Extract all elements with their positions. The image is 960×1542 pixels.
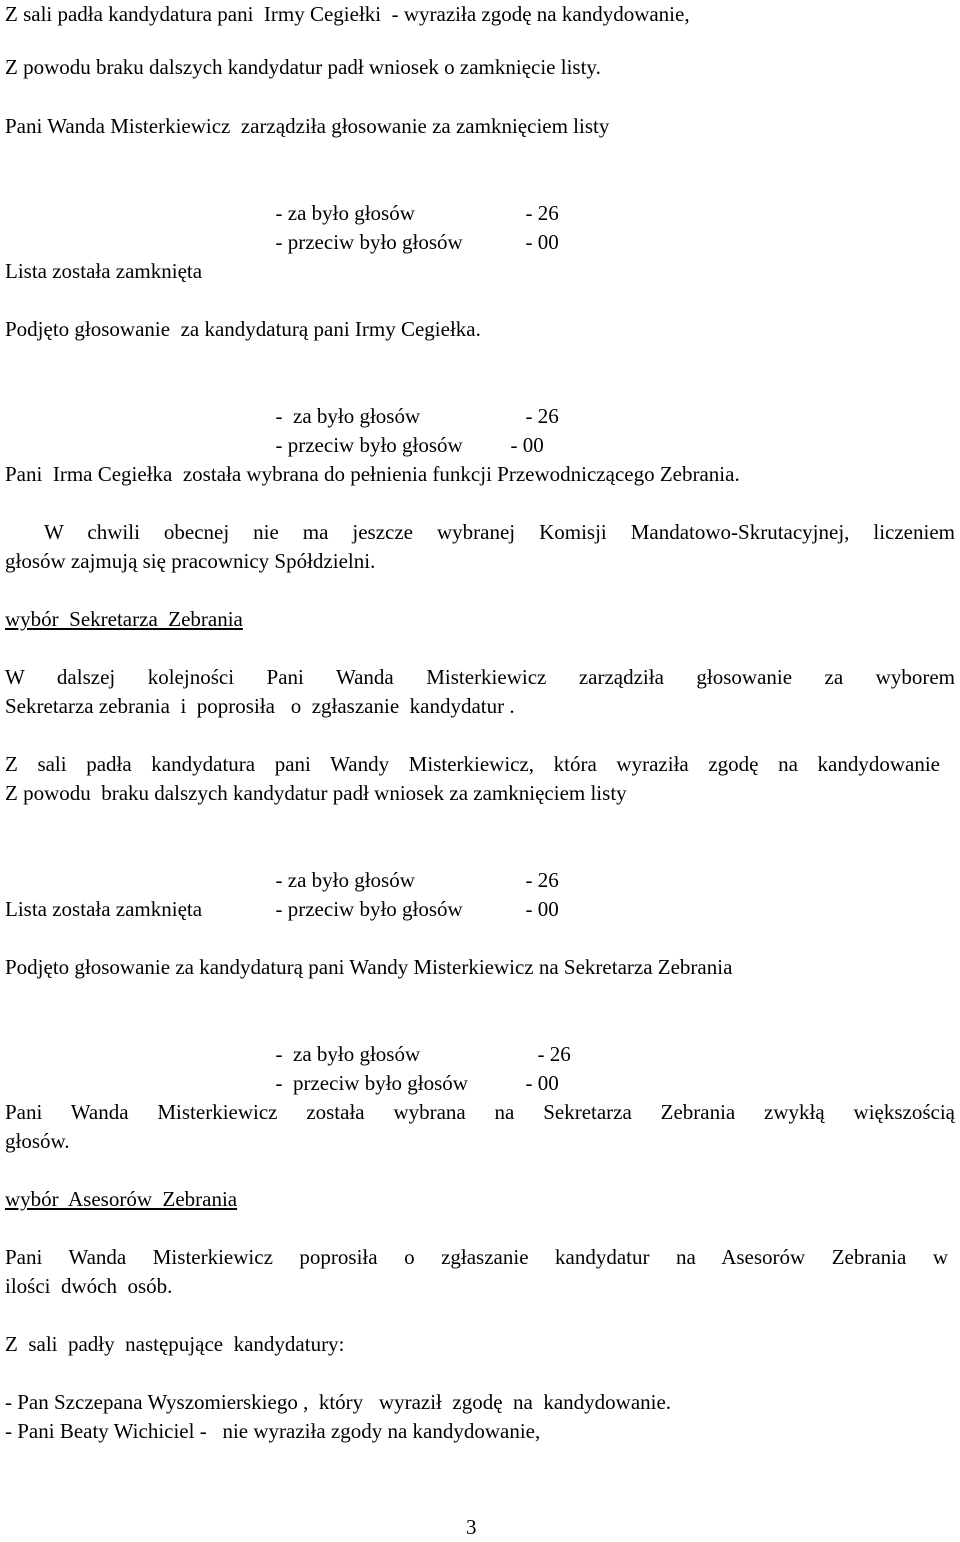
list-item: - Pani Beaty Wichiciel - nie wyraziła zgody na kandydowanie, [5,1419,541,1443]
vote-for-value: - 26 [525,404,559,428]
section-heading: wybór Asesorów Zebrania [5,1187,238,1211]
vote-result-against [265,199,559,257]
vote-against-value: - 00 [525,230,559,254]
vote-for-value: - 26 [525,201,559,225]
text-line: Pani Irma Cegiełka została wybrana do pełnienia funkcji Przewodniczącego Zebrania. [5,462,740,486]
text-line: W chwili obecnej nie ma jeszcze wybranej Komisji Mandatowo-Skrutacyjnej, liczeniem [44,520,955,544]
vote-for-label: - za było głosów [275,1042,421,1066]
text-line: Z powodu braku dalszych kandydatur padł wniosek o zamknięcie listy. [5,55,601,79]
vote-against-value: - 00 [525,897,559,921]
text-line: Z sali padła kandydatura pani Irmy Cegiełki - wyraziła zgodę na kandydowanie, [5,2,690,26]
text-line: W dalszej kolejności Pani Wanda Misterkiewicz zarządziła głosowanie za wyborem [5,665,955,689]
text-line: Pani Wanda Misterkiewicz poprosiła o zgłaszanie kandydatur na Asesorów Zebrania w [5,1245,948,1269]
text-line: głosów zajmują się pracownicy Spółdzielni. [5,549,376,573]
vote-for-label: - za było głosów [275,868,415,892]
vote-for-value: - 26 [525,868,559,892]
vote-against-value: - 00 [510,433,544,457]
vote-result-against [265,1040,559,1098]
section-heading: wybór Sekretarza Zebrania [5,607,243,631]
vote-for-label: - za było głosów [275,404,421,428]
text-line: Podjęto głosowanie za kandydaturą pani Wandy Misterkiewicz na Sekretarza Zebrania [5,955,733,979]
text-line: Lista została zamknięta [5,259,203,283]
text-line: Pani Wanda Misterkiewicz zarządziła głosowanie za zamknięciem listy [5,114,610,138]
text-line: Pani Wanda Misterkiewicz została wybrana na Sekretarza Zebrania zwykłą większością [5,1100,955,1124]
vote-for-value: - 26 [537,1042,571,1066]
vote-against-label: - przeciw było głosów [275,897,463,921]
text-line: Z sali padły następujące kandydatury: [5,1332,345,1356]
text-line: ilości dwóch osób. [5,1274,173,1298]
vote-result-against [265,402,544,460]
vote-against-label: - przeciw było głosów [275,1071,468,1095]
text-line: Z powodu braku dalszych kandydatur padł wniosek za zamknięciem listy [5,781,627,805]
vote-against-label: - przeciw było głosów [275,433,463,457]
text-line: Sekretarza zebrania i poprosiła o zgłaszanie kandydatur . [5,694,515,718]
page-number: 3 [466,1515,477,1539]
vote-for-label: - za było głosów [275,201,415,225]
text-line: Podjęto głosowanie za kandydaturą pani Irmy Cegiełka. [5,317,481,341]
text-line: Lista została zamknięta [5,897,203,921]
vote-against-label: - przeciw było głosów [275,230,463,254]
text-line: głosów. [5,1129,70,1153]
text-line: Z sali padła kandydatura pani Wandy Misterkiewicz, która wyraziła zgodę na kandydowanie [5,752,940,776]
vote-against-value: - 00 [525,1071,559,1095]
vote-result-against [265,866,559,924]
list-item: - Pan Szczepana Wyszomierskiego , który wyraził zgodę na kandydowanie. [5,1390,672,1414]
